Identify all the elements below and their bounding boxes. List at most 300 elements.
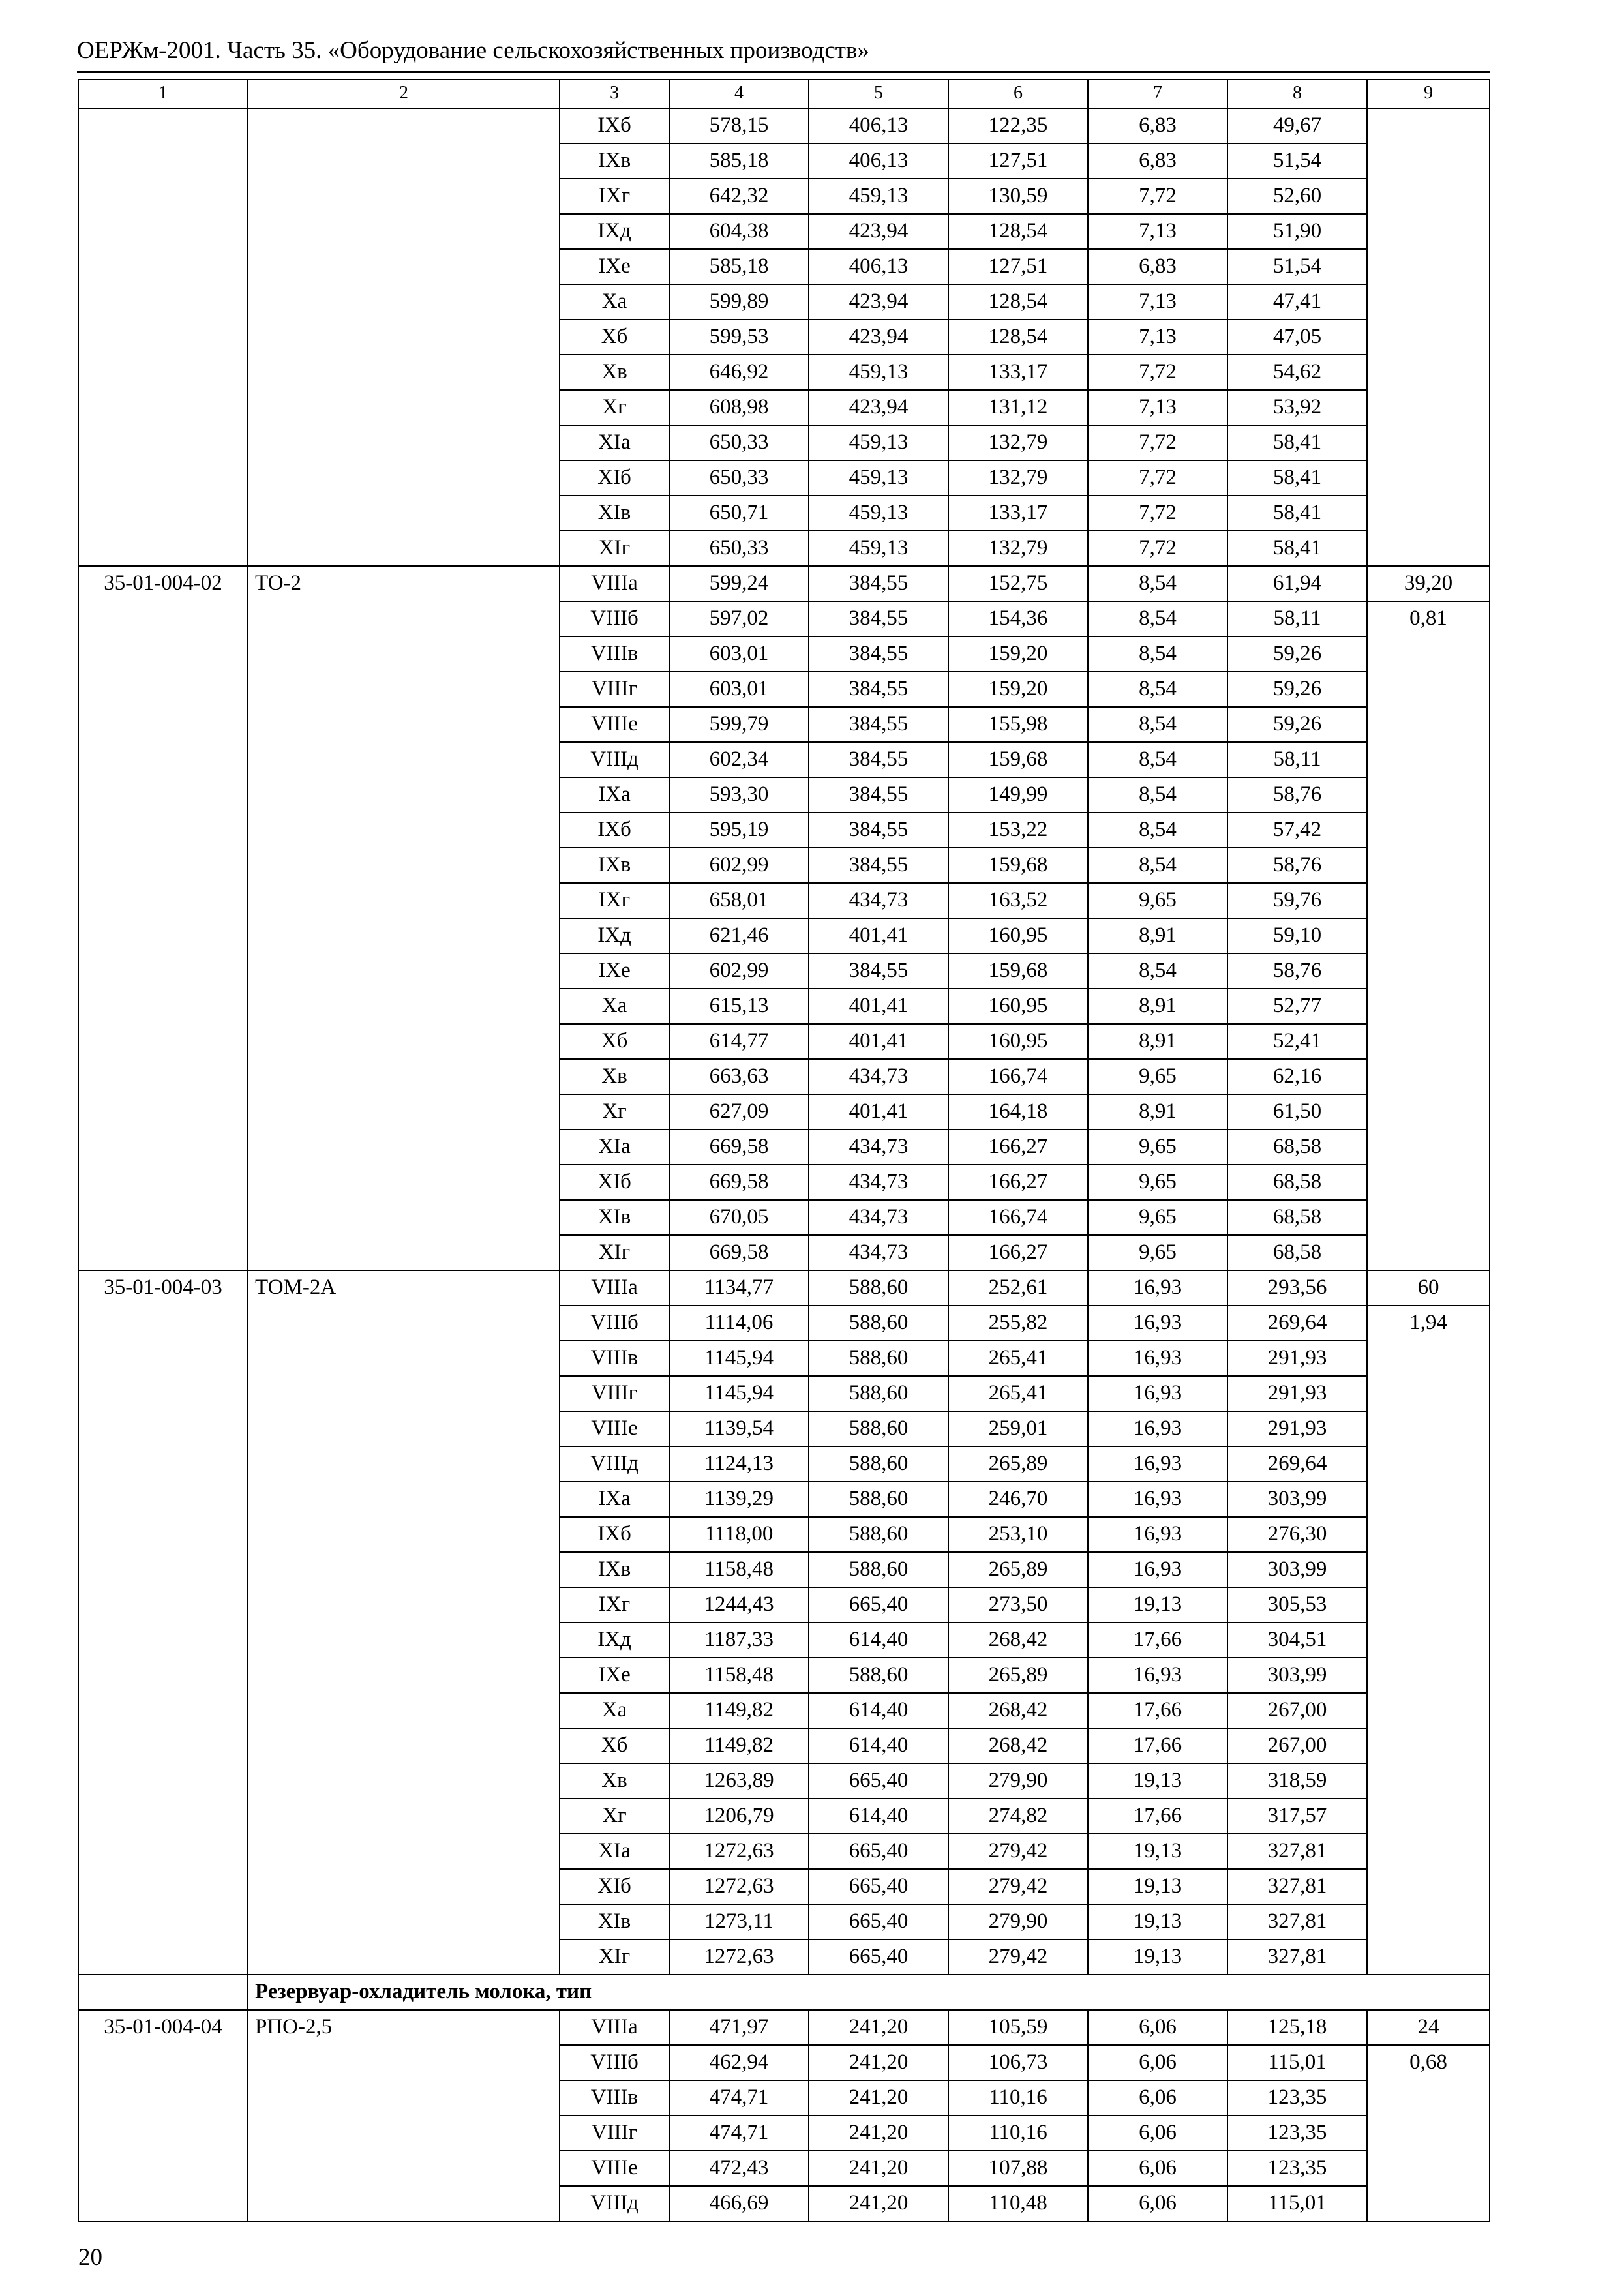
value-cell: Xв [560, 1059, 669, 1094]
value-cell: 19,13 [1088, 1904, 1227, 1939]
value-cell: IXд [560, 214, 669, 249]
column-number-cell: 7 [1088, 80, 1227, 108]
value-cell: VIIIб [560, 2045, 669, 2080]
value-cell: 303,99 [1227, 1482, 1367, 1517]
value-cell: 155,98 [948, 707, 1088, 742]
value-cell: 51,54 [1227, 143, 1367, 179]
value-cell: 276,30 [1227, 1517, 1367, 1552]
value-cell: 327,81 [1227, 1904, 1367, 1939]
value-cell: 327,81 [1227, 1834, 1367, 1869]
value-cell: 614,77 [669, 1024, 809, 1059]
value-cell: VIIIг [560, 1376, 669, 1411]
value-cell: 9,65 [1088, 883, 1227, 918]
value-cell: VIIIв [560, 2080, 669, 2116]
rates-table-body [78, 80, 1490, 2221]
header-rule-thick [77, 71, 1490, 73]
value-cell: 599,89 [669, 284, 809, 320]
section-code-cell [78, 1975, 248, 2010]
value-cell: 58,41 [1227, 496, 1367, 531]
value-cell: IXа [560, 777, 669, 813]
value-cell: 159,68 [948, 848, 1088, 883]
value-cell: 384,55 [809, 813, 948, 848]
value-cell: 58,11 [1227, 601, 1367, 636]
column-number-cell: 5 [809, 80, 948, 108]
value-cell: 52,41 [1227, 1024, 1367, 1059]
value-cell: 252,61 [948, 1270, 1088, 1306]
value-cell: 1263,89 [669, 1763, 809, 1799]
value-cell: 578,15 [669, 108, 809, 143]
value-cell: XIв [560, 1200, 669, 1235]
value-cell: 241,20 [809, 2080, 948, 2116]
value-cell: 16,93 [1088, 1306, 1227, 1341]
value-cell: 6,06 [1088, 2045, 1227, 2080]
value-cell: 327,81 [1227, 1939, 1367, 1975]
value-cell: 597,02 [669, 601, 809, 636]
value-cell: 52,77 [1227, 989, 1367, 1024]
column-number-row [78, 80, 1490, 108]
value-cell: VIIIе [560, 707, 669, 742]
value-cell: 17,66 [1088, 1799, 1227, 1834]
value-cell: 159,68 [948, 953, 1088, 989]
value-cell: Xб [560, 1024, 669, 1059]
value-cell: 7,13 [1088, 320, 1227, 355]
value-cell: 253,10 [948, 1517, 1088, 1552]
column-number-cell: 3 [560, 80, 669, 108]
col9-cell: 24 [1367, 2010, 1490, 2045]
value-cell: Xг [560, 1094, 669, 1130]
value-cell: 665,40 [809, 1939, 948, 1975]
value-cell: 16,93 [1088, 1270, 1227, 1306]
value-cell: 6,83 [1088, 108, 1227, 143]
value-cell: 166,27 [948, 1165, 1088, 1200]
value-cell: IXд [560, 1623, 669, 1658]
value-cell: 166,74 [948, 1200, 1088, 1235]
value-cell: 1114,06 [669, 1306, 809, 1341]
value-cell: 268,42 [948, 1693, 1088, 1728]
value-cell: 401,41 [809, 918, 948, 953]
value-cell: 160,95 [948, 918, 1088, 953]
value-cell: 241,20 [809, 2045, 948, 2080]
value-cell: 51,54 [1227, 249, 1367, 284]
value-cell: 8,54 [1088, 601, 1227, 636]
value-cell: 17,66 [1088, 1728, 1227, 1763]
value-cell: 8,54 [1088, 953, 1227, 989]
value-cell: 58,76 [1227, 777, 1367, 813]
col9-cell: 39,20 [1367, 566, 1490, 601]
page-number: 20 [78, 2244, 102, 2271]
value-cell: 474,71 [669, 2080, 809, 2116]
value-cell: 115,01 [1227, 2186, 1367, 2221]
value-cell: XIб [560, 1165, 669, 1200]
value-cell: VIIIв [560, 1341, 669, 1376]
value-cell: 8,54 [1088, 707, 1227, 742]
value-cell: 588,60 [809, 1376, 948, 1411]
col9-cell [1367, 108, 1490, 566]
value-cell: 7,13 [1088, 214, 1227, 249]
value-cell: 434,73 [809, 1059, 948, 1094]
value-cell: 58,76 [1227, 848, 1367, 883]
value-cell: 265,89 [948, 1446, 1088, 1482]
value-cell: 8,91 [1088, 918, 1227, 953]
value-cell: 291,93 [1227, 1376, 1367, 1411]
value-cell: 472,43 [669, 2151, 809, 2186]
value-cell: 241,20 [809, 2151, 948, 2186]
value-cell: 588,60 [809, 1517, 948, 1552]
value-cell: 246,70 [948, 1482, 1088, 1517]
column-number-cell: 6 [948, 80, 1088, 108]
document-header: ОЕРЖм-2001. Часть 35. «Оборудование сельскохозяйственных производств» [77, 37, 869, 64]
value-cell: 406,13 [809, 108, 948, 143]
table-row [78, 1270, 1490, 1306]
value-cell: 152,75 [948, 566, 1088, 601]
value-cell: 8,54 [1088, 636, 1227, 672]
value-cell: 614,40 [809, 1693, 948, 1728]
value-cell: 9,65 [1088, 1200, 1227, 1235]
value-cell: 423,94 [809, 390, 948, 425]
value-cell: IXе [560, 953, 669, 989]
value-cell: IXв [560, 848, 669, 883]
value-cell: 8,54 [1088, 813, 1227, 848]
value-cell: 6,06 [1088, 2010, 1227, 2045]
value-cell: 110,16 [948, 2080, 1088, 2116]
value-cell: 128,54 [948, 320, 1088, 355]
value-cell: 599,79 [669, 707, 809, 742]
value-cell: 8,91 [1088, 1024, 1227, 1059]
value-cell: 669,58 [669, 1235, 809, 1270]
value-cell: 650,33 [669, 425, 809, 460]
value-cell: XIа [560, 1130, 669, 1165]
value-cell: 154,36 [948, 601, 1088, 636]
value-cell: 6,06 [1088, 2151, 1227, 2186]
value-cell: 8,54 [1088, 777, 1227, 813]
value-cell: 588,60 [809, 1658, 948, 1693]
value-cell: 273,50 [948, 1587, 1088, 1623]
value-cell: IXб [560, 813, 669, 848]
value-cell: 384,55 [809, 742, 948, 777]
value-cell: 1272,63 [669, 1939, 809, 1975]
value-cell: 59,26 [1227, 672, 1367, 707]
value-cell: 1139,29 [669, 1482, 809, 1517]
value-cell: 669,58 [669, 1165, 809, 1200]
value-cell: 106,73 [948, 2045, 1088, 2080]
value-cell: 269,64 [1227, 1306, 1367, 1341]
value-cell: 57,42 [1227, 813, 1367, 848]
value-cell: VIIIд [560, 742, 669, 777]
value-cell: 130,59 [948, 179, 1088, 214]
value-cell: 384,55 [809, 601, 948, 636]
value-cell: 423,94 [809, 320, 948, 355]
name-cell: ТО-2 [248, 566, 560, 1270]
value-cell: 127,51 [948, 143, 1088, 179]
value-cell: 128,54 [948, 284, 1088, 320]
table-row [78, 566, 1490, 601]
value-cell: 1206,79 [669, 1799, 809, 1834]
value-cell: 602,99 [669, 848, 809, 883]
value-cell: 459,13 [809, 425, 948, 460]
value-cell: VIIIб [560, 1306, 669, 1341]
value-cell: Xг [560, 1799, 669, 1834]
value-cell: VIIIа [560, 2010, 669, 2045]
value-cell: VIIIе [560, 1411, 669, 1446]
value-cell: 59,76 [1227, 883, 1367, 918]
value-cell: 7,72 [1088, 496, 1227, 531]
value-cell: 122,35 [948, 108, 1088, 143]
value-cell: 384,55 [809, 777, 948, 813]
value-cell: 303,99 [1227, 1658, 1367, 1693]
col9-cell: 60 [1367, 1270, 1490, 1306]
value-cell: XIг [560, 1939, 669, 1975]
value-cell: 132,79 [948, 425, 1088, 460]
value-cell: Xг [560, 390, 669, 425]
value-cell: 265,41 [948, 1376, 1088, 1411]
value-cell: XIб [560, 460, 669, 496]
value-cell: 265,89 [948, 1552, 1088, 1587]
value-cell: 1134,77 [669, 1270, 809, 1306]
value-cell: 123,35 [1227, 2080, 1367, 2116]
value-cell: XIв [560, 496, 669, 531]
value-cell: 615,13 [669, 989, 809, 1024]
value-cell: 384,55 [809, 953, 948, 989]
value-cell: 401,41 [809, 1024, 948, 1059]
value-cell: 133,17 [948, 496, 1088, 531]
value-cell: 434,73 [809, 1130, 948, 1165]
value-cell: 164,18 [948, 1094, 1088, 1130]
value-cell: 401,41 [809, 989, 948, 1024]
value-cell: 459,13 [809, 179, 948, 214]
name-cell [248, 108, 560, 566]
section-row [78, 1975, 1490, 2010]
value-cell: 153,22 [948, 813, 1088, 848]
value-cell: 68,58 [1227, 1130, 1367, 1165]
value-cell: 16,93 [1088, 1517, 1227, 1552]
value-cell: 7,72 [1088, 179, 1227, 214]
value-cell: 279,42 [948, 1869, 1088, 1904]
value-cell: 384,55 [809, 707, 948, 742]
value-cell: 1118,00 [669, 1517, 809, 1552]
value-cell: 68,58 [1227, 1165, 1367, 1200]
value-cell: 58,41 [1227, 460, 1367, 496]
value-cell: 19,13 [1088, 1869, 1227, 1904]
value-cell: VIIIг [560, 672, 669, 707]
value-cell: 621,46 [669, 918, 809, 953]
column-number-cell: 1 [78, 80, 248, 108]
column-number-cell: 4 [669, 80, 809, 108]
code-cell: 35-01-004-03 [78, 1270, 248, 1975]
value-cell: 1158,48 [669, 1552, 809, 1587]
value-cell: 107,88 [948, 2151, 1088, 2186]
value-cell: 16,93 [1088, 1341, 1227, 1376]
value-cell: 16,93 [1088, 1552, 1227, 1587]
value-cell: 466,69 [669, 2186, 809, 2221]
code-cell: 35-01-004-04 [78, 2010, 248, 2221]
value-cell: VIIIа [560, 566, 669, 601]
value-cell: 608,98 [669, 390, 809, 425]
value-cell: 7,13 [1088, 390, 1227, 425]
value-cell: 434,73 [809, 1200, 948, 1235]
value-cell: 8,54 [1088, 742, 1227, 777]
value-cell: 274,82 [948, 1799, 1088, 1834]
value-cell: 51,90 [1227, 214, 1367, 249]
value-cell: VIIIг [560, 2116, 669, 2151]
value-cell: 588,60 [809, 1411, 948, 1446]
value-cell: Xа [560, 1693, 669, 1728]
value-cell: 293,56 [1227, 1270, 1367, 1306]
value-cell: 62,16 [1227, 1059, 1367, 1094]
value-cell: 602,34 [669, 742, 809, 777]
value-cell: 241,20 [809, 2116, 948, 2151]
value-cell: 599,24 [669, 566, 809, 601]
value-cell: 7,72 [1088, 460, 1227, 496]
value-cell: 6,06 [1088, 2186, 1227, 2221]
value-cell: XIв [560, 1904, 669, 1939]
value-cell: 1149,82 [669, 1693, 809, 1728]
value-cell: 599,53 [669, 320, 809, 355]
value-cell: 241,20 [809, 2186, 948, 2221]
value-cell: Xб [560, 1728, 669, 1763]
value-cell: 658,01 [669, 883, 809, 918]
value-cell: IXг [560, 179, 669, 214]
value-cell: 110,48 [948, 2186, 1088, 2221]
value-cell: 603,01 [669, 636, 809, 672]
value-cell: 166,27 [948, 1235, 1088, 1270]
value-cell: 58,41 [1227, 531, 1367, 566]
column-number-cell: 9 [1367, 80, 1490, 108]
value-cell: 665,40 [809, 1834, 948, 1869]
value-cell: 1272,63 [669, 1834, 809, 1869]
value-cell: 459,13 [809, 460, 948, 496]
value-cell: 61,50 [1227, 1094, 1367, 1130]
value-cell: 58,11 [1227, 742, 1367, 777]
value-cell: 19,13 [1088, 1939, 1227, 1975]
table-row [78, 2010, 1490, 2045]
value-cell: 7,72 [1088, 425, 1227, 460]
value-cell: 471,97 [669, 2010, 809, 2045]
value-cell: Xа [560, 989, 669, 1024]
value-cell: XIг [560, 531, 669, 566]
value-cell: 423,94 [809, 284, 948, 320]
table-row [78, 108, 1490, 143]
value-cell: 58,41 [1227, 425, 1367, 460]
value-cell: 595,19 [669, 813, 809, 848]
value-cell: IXа [560, 1482, 669, 1517]
value-cell: 604,38 [669, 214, 809, 249]
value-cell: 128,54 [948, 214, 1088, 249]
value-cell: 588,60 [809, 1552, 948, 1587]
value-cell: 650,71 [669, 496, 809, 531]
value-cell: 47,05 [1227, 320, 1367, 355]
value-cell: 125,18 [1227, 2010, 1367, 2045]
value-cell: 459,13 [809, 496, 948, 531]
rates-table [78, 79, 1490, 2222]
value-cell: 1187,33 [669, 1623, 809, 1658]
value-cell: 16,93 [1088, 1482, 1227, 1517]
value-cell: 669,58 [669, 1130, 809, 1165]
value-cell: 61,94 [1227, 566, 1367, 601]
value-cell: 241,20 [809, 2010, 948, 2045]
value-cell: 19,13 [1088, 1834, 1227, 1869]
value-cell: 318,59 [1227, 1763, 1367, 1799]
value-cell: VIIIб [560, 601, 669, 636]
value-cell: 406,13 [809, 143, 948, 179]
value-cell: 279,42 [948, 1939, 1088, 1975]
value-cell: 132,79 [948, 531, 1088, 566]
value-cell: 665,40 [809, 1763, 948, 1799]
value-cell: VIIIд [560, 1446, 669, 1482]
value-cell: 49,67 [1227, 108, 1367, 143]
value-cell: 68,58 [1227, 1200, 1367, 1235]
value-cell: 1273,11 [669, 1904, 809, 1939]
value-cell: 8,91 [1088, 989, 1227, 1024]
value-cell: IXв [560, 1552, 669, 1587]
value-cell: 16,93 [1088, 1658, 1227, 1693]
value-cell: 7,72 [1088, 531, 1227, 566]
value-cell: 268,42 [948, 1623, 1088, 1658]
value-cell: 406,13 [809, 249, 948, 284]
value-cell: 123,35 [1227, 2151, 1367, 2186]
value-cell: VIIIе [560, 2151, 669, 2186]
value-cell: 133,17 [948, 355, 1088, 390]
value-cell: 127,51 [948, 249, 1088, 284]
value-cell: 614,40 [809, 1728, 948, 1763]
value-cell: 166,74 [948, 1059, 1088, 1094]
value-cell: 1124,13 [669, 1446, 809, 1482]
value-cell: XIа [560, 425, 669, 460]
value-cell: 6,06 [1088, 2080, 1227, 2116]
value-cell: 68,58 [1227, 1235, 1367, 1270]
value-cell: 8,91 [1088, 1094, 1227, 1130]
value-cell: 588,60 [809, 1341, 948, 1376]
value-cell: 585,18 [669, 249, 809, 284]
value-cell: 588,60 [809, 1306, 948, 1341]
value-cell: 588,60 [809, 1482, 948, 1517]
value-cell: 474,71 [669, 2116, 809, 2151]
value-cell: IXв [560, 143, 669, 179]
value-cell: 16,93 [1088, 1411, 1227, 1446]
value-cell: 149,99 [948, 777, 1088, 813]
value-cell: 327,81 [1227, 1869, 1367, 1904]
name-cell: РПО-2,5 [248, 2010, 560, 2221]
name-cell: ТОМ-2А [248, 1270, 560, 1975]
value-cell: 614,40 [809, 1623, 948, 1658]
value-cell: 47,41 [1227, 284, 1367, 320]
value-cell: 291,93 [1227, 1341, 1367, 1376]
value-cell: 384,55 [809, 672, 948, 707]
value-cell: Xа [560, 284, 669, 320]
code-cell [78, 108, 248, 566]
value-cell: 1149,82 [669, 1728, 809, 1763]
value-cell: 265,89 [948, 1658, 1088, 1693]
value-cell: 105,59 [948, 2010, 1088, 2045]
value-cell: 6,83 [1088, 143, 1227, 179]
value-cell: 59,10 [1227, 918, 1367, 953]
value-cell: 268,42 [948, 1728, 1088, 1763]
value-cell: 166,27 [948, 1130, 1088, 1165]
value-cell: 159,20 [948, 672, 1088, 707]
value-cell: 593,30 [669, 777, 809, 813]
value-cell: 59,26 [1227, 636, 1367, 672]
value-cell: 269,64 [1227, 1446, 1367, 1482]
value-cell: 132,79 [948, 460, 1088, 496]
value-cell: 1145,94 [669, 1376, 809, 1411]
value-cell: 279,90 [948, 1904, 1088, 1939]
value-cell: IXб [560, 108, 669, 143]
value-cell: 9,65 [1088, 1235, 1227, 1270]
value-cell: 1244,43 [669, 1587, 809, 1623]
value-cell: VIIIв [560, 636, 669, 672]
section-title: Резервуар-охладитель молока, тип [248, 1975, 1490, 2010]
code-cell: 35-01-004-02 [78, 566, 248, 1270]
value-cell: 279,90 [948, 1763, 1088, 1799]
